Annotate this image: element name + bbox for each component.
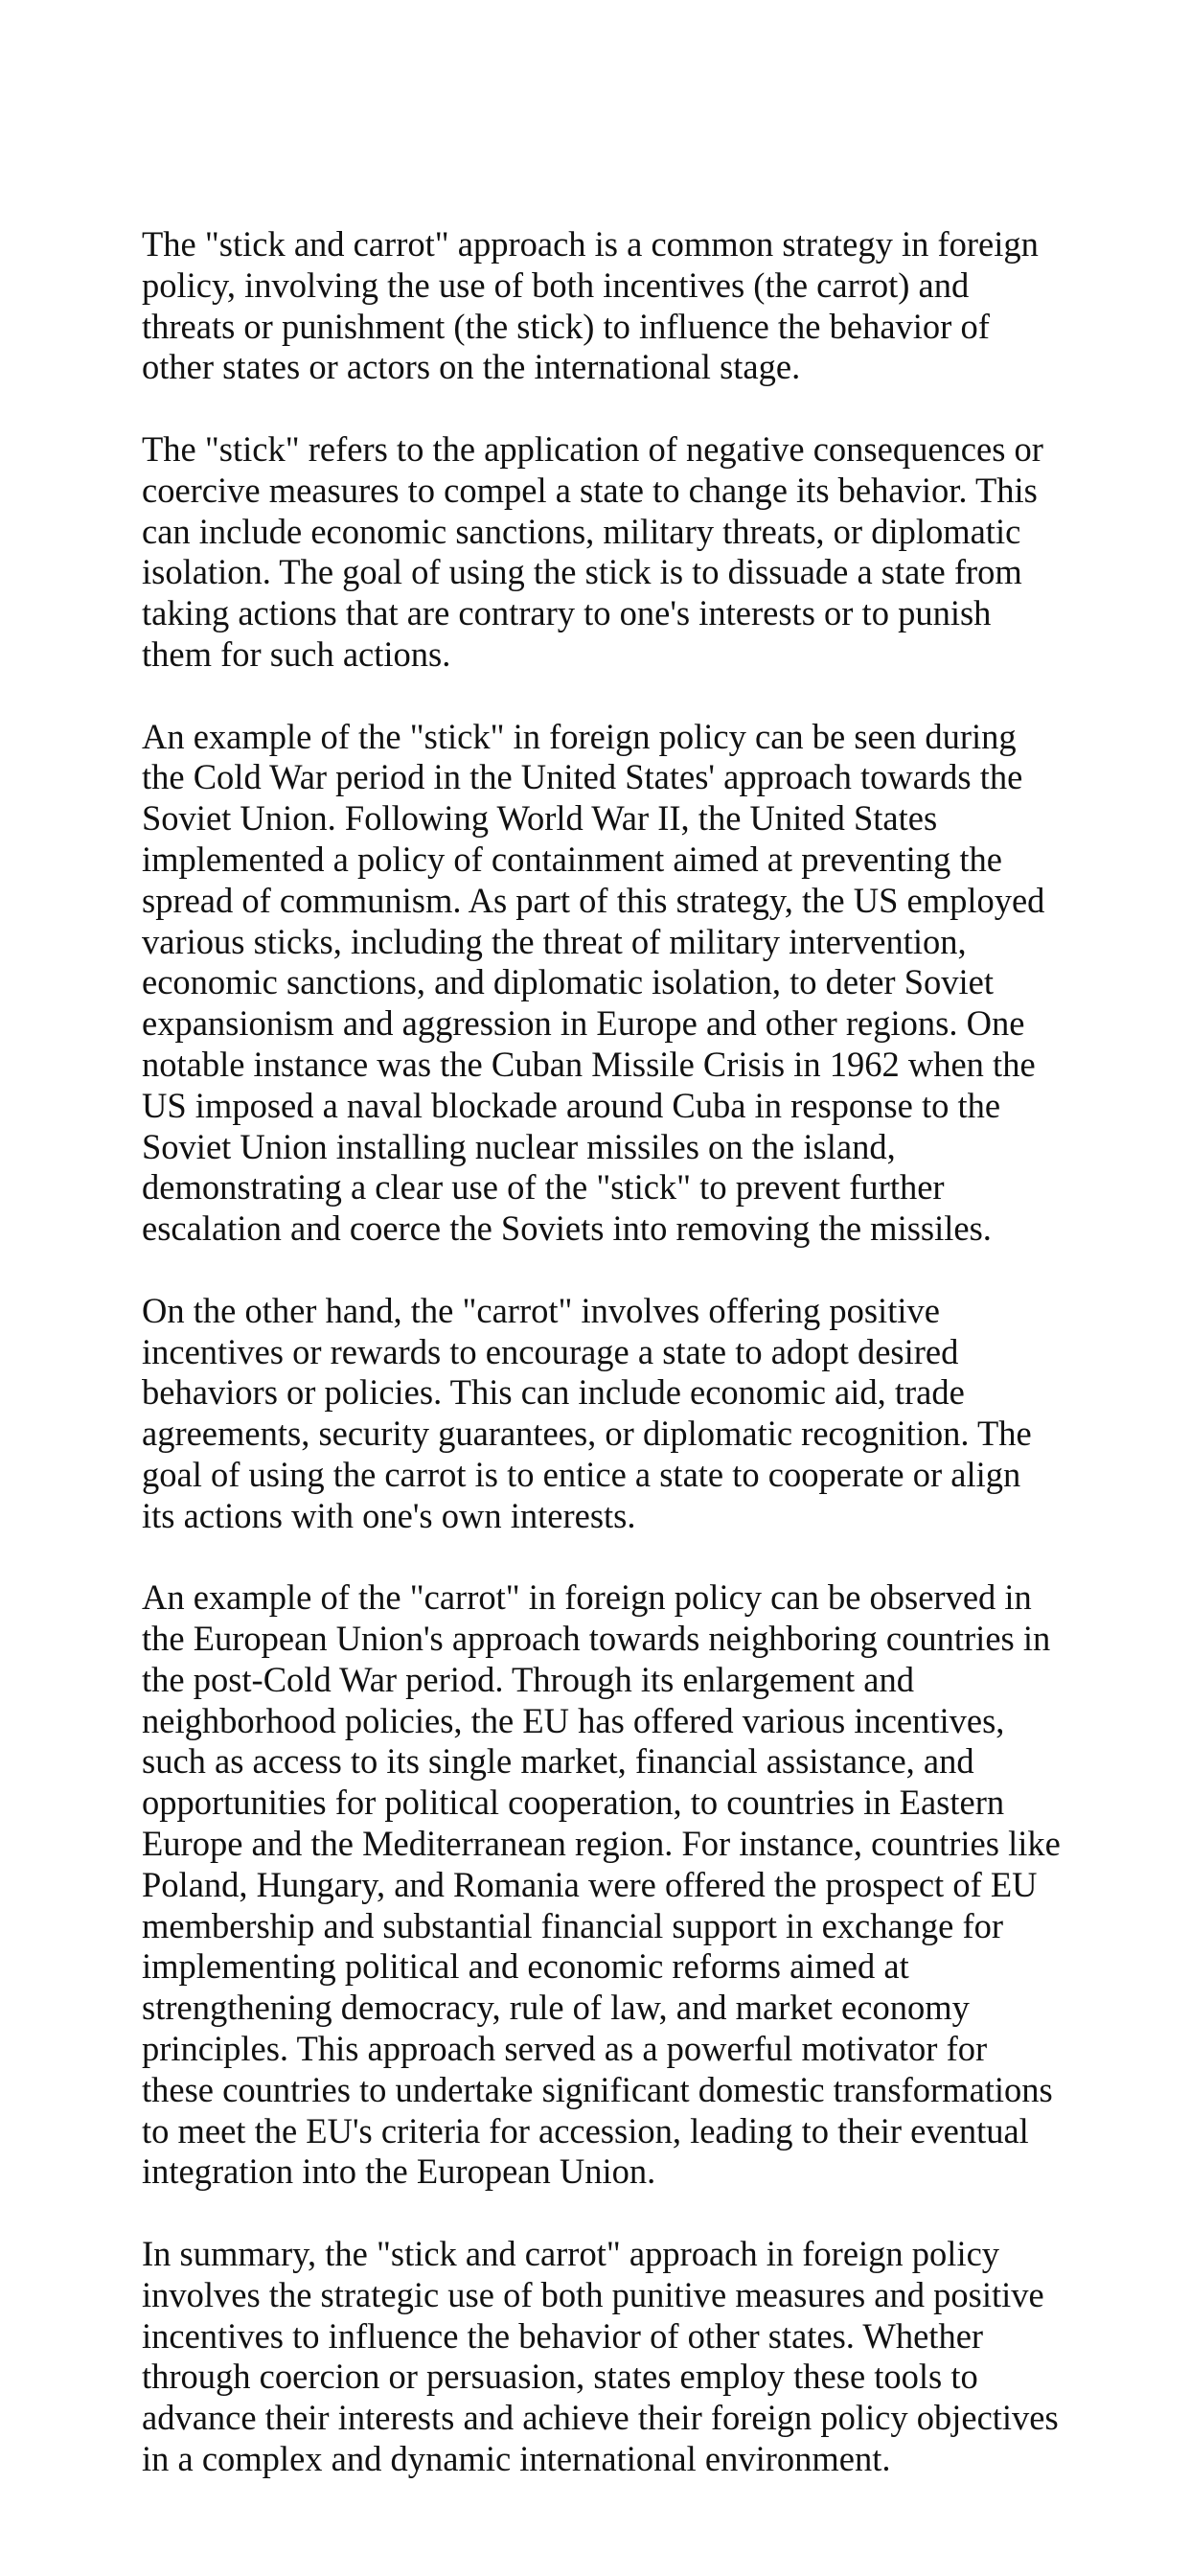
paragraph-stick-example: An example of the "stick" in foreign policy can be seen during the Cold War period in the United States' approach towards the Soviet Union. Following World War II, the United States implemented a policy of containment aimed at preventing the spread of communism. As part of this strategy, the US employed various sticks, including the threat of military intervention, economic sanctions, and diplomatic isolation, to deter Soviet expansionism and aggression in Europe and other regions. One notable instance was the Cuban Missile Crisis in 1962 when the US imposed a naval blockade around Cuba in response to the Soviet Union installing nuclear missiles on the island, demonstrating a clear use of the "stick" to prevent further escalation and coerce the Soviets into removing the missiles. [142, 716, 1045, 1249]
paragraph-carrot-definition: On the other hand, the "carrot" involves offering positive incentives or rewards to encourage a state to adopt desired behaviors or policies. This can include economic aid, trade agreements, security guarantees, or diplomatic recognition. The goal of using the carrot is to entice a state to cooperate or align its actions with one's own interests. [142, 1290, 1032, 1535]
document-body [142, 224, 1062, 2480]
paragraph-carrot-example: An example of the "carrot" in foreign policy can be observed in the European Union's approach towards neighboring countries in the post-Cold War period. Through its enlargement and neighborhood policies, the EU has offered various incentives, such as access to its single market, financial assistance, and opportunities for political cooperation, to countries in Eastern Europe and the Mediterranean region. For instance, countries like Poland, Hungary, and Romania were offered the prospect of EU membership and substantial financial support in exchange for implementing political and economic reforms aimed at strengthening democracy, rule of law, and market economy principles. This approach served as a powerful motivator for these countries to undertake significant domestic transformations to meet the EU's criteria for accession, leading to their eventual integration into the European Union. [142, 1577, 1061, 2192]
paragraph-summary: In summary, the "stick and carrot" approach in foreign policy involves the strategic use of both punitive measures and positive incentives to influence the behavior of other states. Whether through coercion or persuasion, states employ these tools to advance their interests and achieve their foreign policy objectives in a complex and dynamic international environment. [142, 2234, 1059, 2479]
paragraph-intro: The "stick and carrot" approach is a common strategy in foreign policy, involving the use of both incentives (the carrot) and threats or punishment (the stick) to influence the behavior of other states or actors on the international stage. [142, 224, 1039, 387]
paragraph-stick-definition: The "stick" refers to the application of negative consequences or coercive measures to compel a state to change its behavior. This can include economic sanctions, military threats, or diplomatic isolation. The goal of using the stick is to dissuade a state from taking actions that are contrary to one's interests or to punish them for such actions. [142, 428, 1043, 674]
